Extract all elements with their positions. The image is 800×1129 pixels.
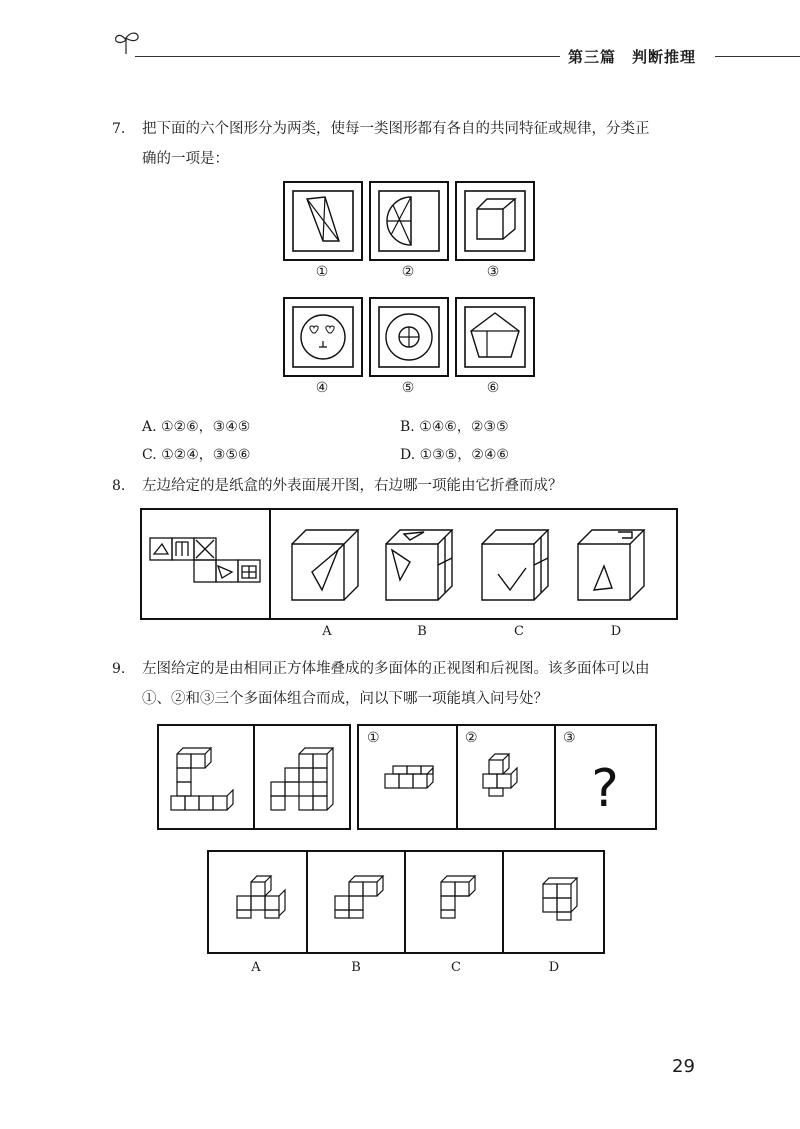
q7-figure-4	[283, 297, 363, 377]
q9-question-mark: ?	[591, 759, 619, 819]
q7-option-a[interactable]: A. ①②⑥，③④⑤	[142, 419, 251, 435]
q7-figure-6	[455, 297, 535, 377]
q8-cube-d	[578, 530, 644, 600]
q9-parts-panel	[357, 724, 657, 830]
q9-part-1	[385, 766, 433, 788]
q7-text-line2: 确的一项是：	[142, 151, 229, 167]
header-rule-right	[715, 56, 800, 57]
q7-option-d[interactable]: D. ①③⑤，②④⑥	[400, 447, 509, 463]
q9-text-line2: ①、②和③三个多面体组合而成，问以下哪一项能填入问号处？	[142, 691, 548, 707]
q9-choice-d[interactable]: D	[548, 960, 560, 975]
q9-choice-a-shape	[237, 876, 285, 918]
q9-choice-c-shape	[441, 876, 475, 918]
q7-label-1: ①	[315, 264, 329, 280]
q9-number: 9.	[112, 661, 126, 677]
q7-label-5: ⑤	[401, 380, 415, 396]
q8-cube-a	[292, 530, 358, 600]
q9-part-2	[483, 754, 517, 796]
q7-figure-5	[369, 297, 449, 377]
q7-option-b[interactable]: B. ①④⑥，②③⑤	[400, 419, 509, 435]
q8-net-diagram	[150, 538, 260, 582]
q9-choices-panel	[207, 850, 605, 954]
q9-part-label-1: ①	[367, 730, 380, 746]
q8-figure-panel	[140, 508, 678, 620]
chapter-title: 第三篇 判断推理	[568, 48, 697, 66]
q9-part-label-2: ②	[465, 730, 478, 746]
q7-label-2: ②	[401, 264, 415, 280]
q7-text-line1: 把下面的六个图形分为两类，使每一类图形都有各自的共同特征或规律，分类正	[142, 121, 650, 137]
q8-text: 左边给定的是纸盒的外表面展开图，右边哪一项能由它折叠而成？	[142, 478, 563, 494]
q7-option-c[interactable]: C. ①②④，③⑤⑥	[142, 447, 251, 463]
q7-figure-1	[283, 181, 363, 261]
q7-figure-3	[455, 181, 535, 261]
q8-cube-c	[482, 530, 548, 600]
q9-front-view	[171, 748, 233, 810]
q9-views-panel	[157, 724, 351, 830]
q9-choice-a[interactable]: A	[251, 960, 261, 975]
q7-label-4: ④	[315, 380, 329, 396]
q9-text-line1: 左图给定的是由相同正方体堆叠成的多面体的正视图和后视图。该多面体可以由	[142, 661, 650, 677]
q8-choice-b[interactable]: B	[417, 624, 427, 639]
q8-choice-d[interactable]: D	[610, 624, 622, 639]
q7-figure-2	[369, 181, 449, 261]
q7-label-6: ⑥	[486, 380, 500, 396]
q7-label-3: ③	[486, 264, 500, 280]
q9-choice-b-shape	[335, 876, 383, 918]
q8-choice-c[interactable]: C	[514, 624, 524, 639]
header-rule-left	[135, 56, 560, 57]
sprout-logo-icon	[112, 28, 142, 56]
q7-number: 7.	[112, 121, 126, 137]
q8-cube-b	[386, 530, 452, 600]
q9-part-label-3: ③	[563, 730, 576, 746]
q8-number: 8.	[112, 478, 126, 494]
q9-choice-c[interactable]: C	[451, 960, 461, 975]
q9-choice-d-shape	[543, 878, 577, 920]
q9-back-view	[271, 748, 333, 810]
q8-choice-a[interactable]: A	[322, 624, 332, 639]
q9-choice-b[interactable]: B	[351, 960, 361, 975]
page-number: 29	[672, 1056, 695, 1077]
